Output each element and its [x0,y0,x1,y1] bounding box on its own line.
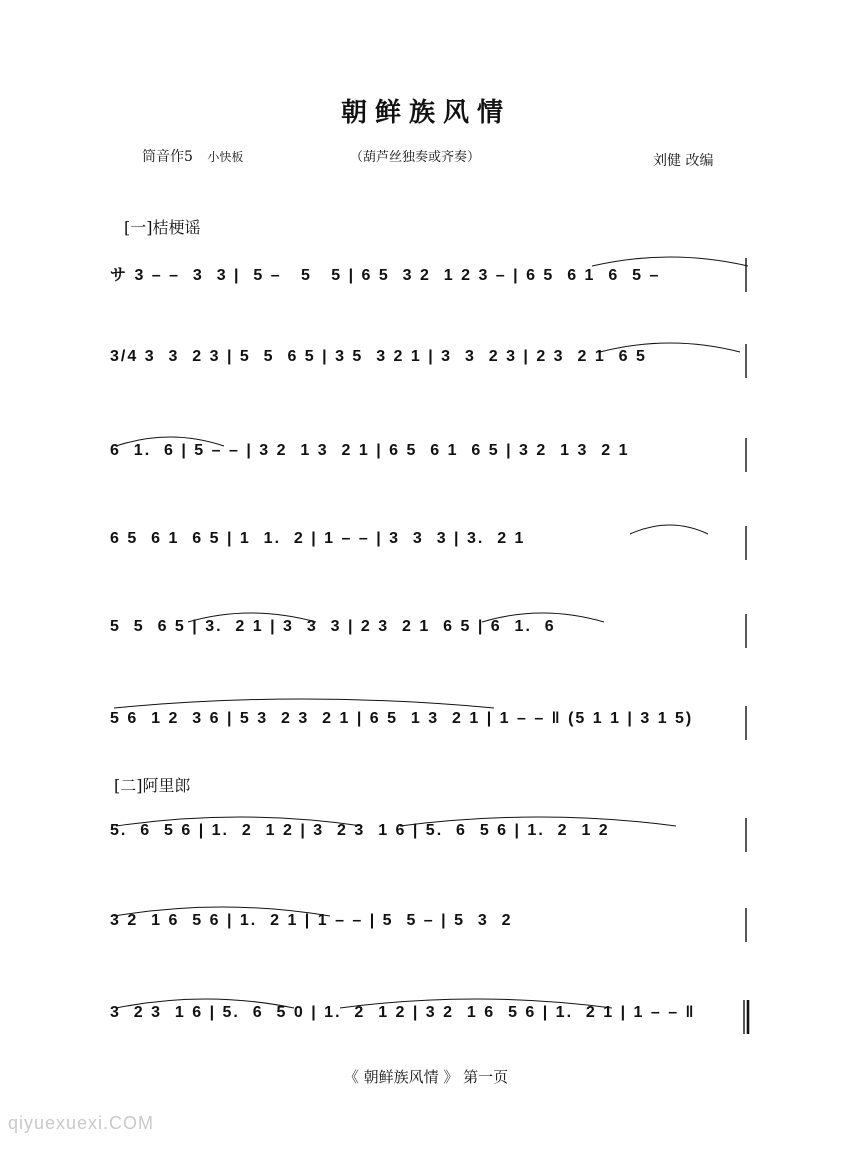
notation-text: 6 5 6 1 6 5 | 1 1. 2 | 1 – – | 3 3 3 | 3. 2 1 [110,530,526,547]
staff-line [110,512,750,568]
staff-line [110,244,750,300]
key-signature [142,146,243,166]
notation-text: 5. 6 5 6 | 1. 2 1 2 | 3 2 3 1 6 | 5. 6 5 6 | 1. 2 1 2 [110,822,610,839]
key-label: 筒音作5 [142,149,193,165]
arranger-credit: 刘健 改编 [653,153,714,169]
notation-text: 3 2 1 6 5 6 | 1. 2 1 | 1 – – | 5 5 – | 5 3 2 [110,912,513,929]
staff-line [110,600,750,656]
tempo-label: 小快板 [207,150,244,164]
watermark: qiyuexuexi.COM [8,1113,155,1133]
notation-text: 3 2 3 1 6 | 5. 6 5 0 | 1. 2 1 2 | 3 2 1 6 5 6 | 1. 2 1 | 1 – – ‖ [110,1004,696,1021]
staff-line [110,894,750,950]
staff-line [110,692,750,748]
page-footer: 《 朝鲜族风情 》 第一页 [343,1068,509,1086]
staff-line [110,330,750,386]
staff-line [110,986,750,1042]
instrument-note: （葫芦丝独奏或齐奏） [350,150,481,165]
staff-line [110,424,750,480]
staff-line [110,804,750,860]
section-heading-2: [二]阿里郎 [114,776,191,795]
page-title: 朝鲜族风情 [340,98,511,128]
notation-text: サ 3 – – 3 3 | 5 – 5 5 | 6 5 3 2 1 2 3 – | 6 5 6 1 6 5 – [110,267,661,284]
notation-text: 6 1. 6 | 5 – – | 3 2 1 3 2 1 | 6 5 6 1 6 5 | 3 2 1 3 2 1 [110,442,630,459]
notation-text: 3/4 3 3 2 3 | 5 5 6 5 | 3 5 3 2 1 | 3 3 2 3 | 2 3 2 1 6 5 [110,348,647,365]
notation-text: 5 6 1 2 3 6 | 5 3 2 3 2 1 | 6 5 1 3 2 1 | 1 – – ‖ (5 1 1 | 3 1 5) [110,710,694,727]
notation-text: 5 5 6 5 | 3. 2 1 | 3 3 3 | 2 3 2 1 6 5 | 6 1. 6 [110,618,556,635]
section-heading-1: [一]桔梗谣 [124,218,201,237]
